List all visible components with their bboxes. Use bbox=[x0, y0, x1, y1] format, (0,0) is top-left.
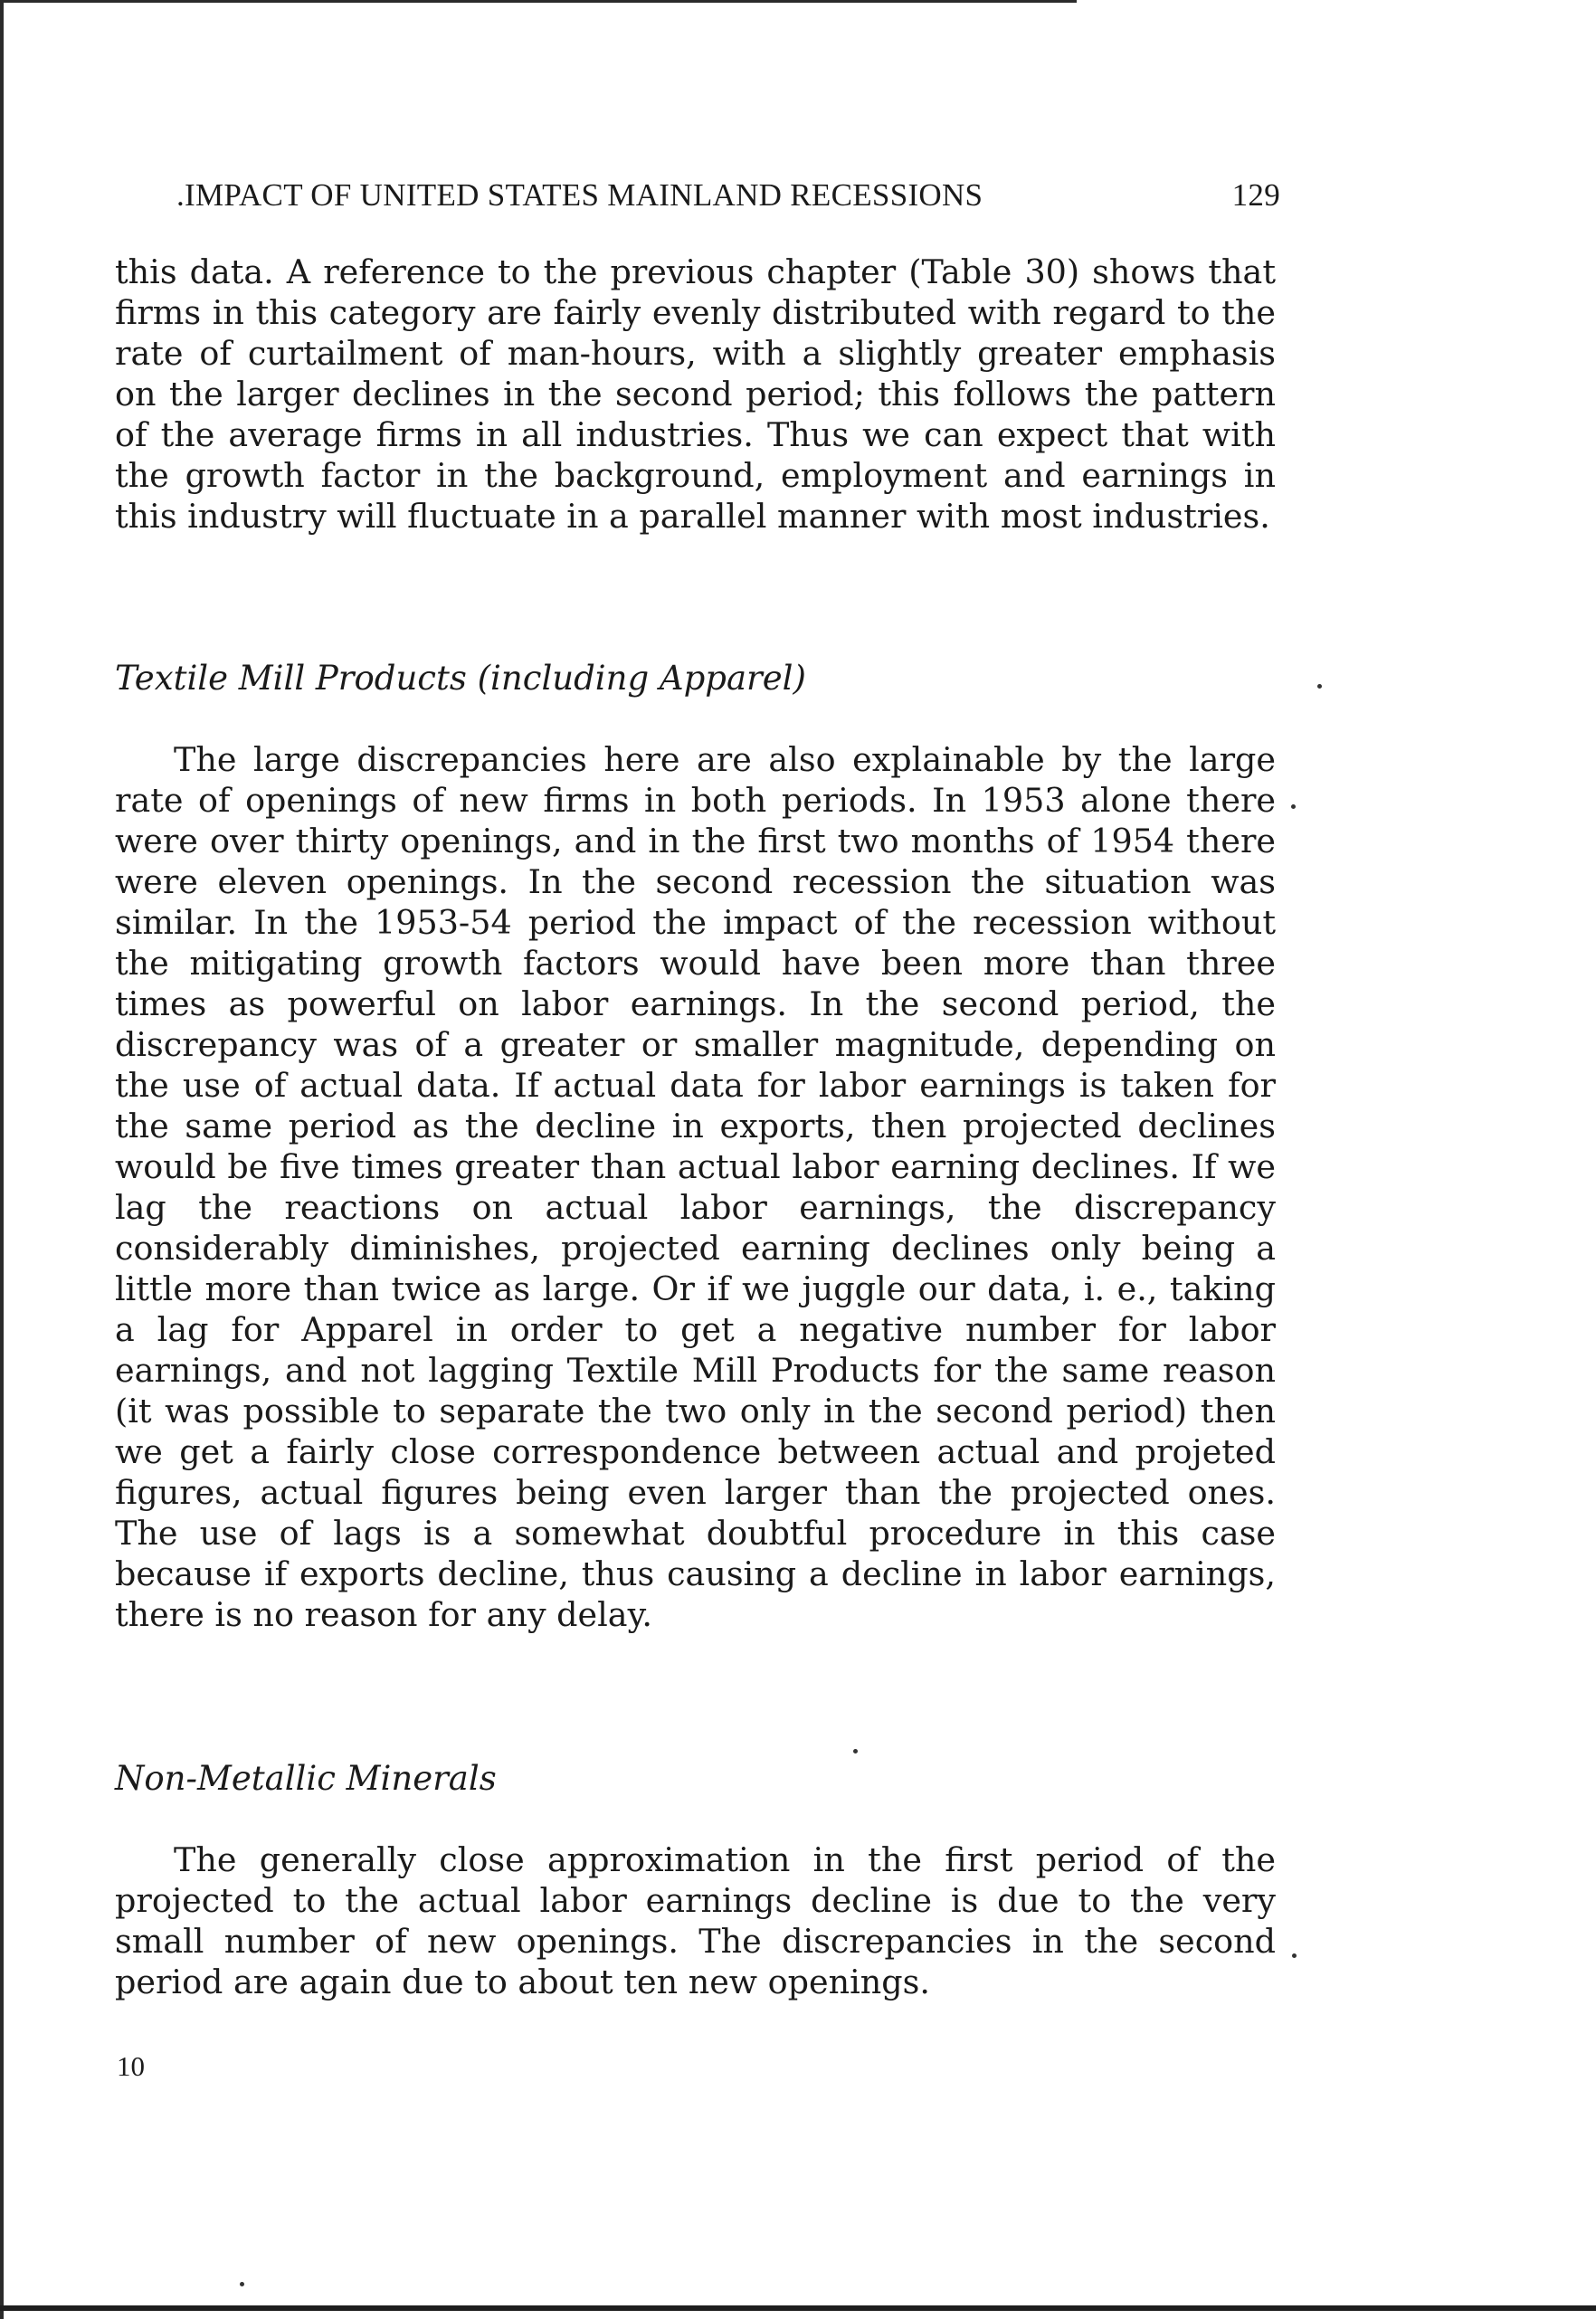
opening-paragraph: this data. A reference to the previous chapter (Table 30) shows that firms in this category are fairly evenly distributed with regard to the rate of curtailment of man-hours, with a slightly greater emphasis on the larger declines in the second period; this follows the pattern of the average firms in all industries. Thus we can expect that with the growth factor in the background, employment and earnings in this industry will fluctuate in a parallel manner with most industries. bbox=[115, 252, 1276, 536]
scan-speck bbox=[1292, 1953, 1297, 1958]
section-heading-textile: Textile Mill Products (including Apparel) bbox=[115, 659, 806, 698]
non-metallic-paragraph-block bbox=[115, 1839, 1276, 2002]
running-head bbox=[176, 177, 1280, 223]
scan-speck bbox=[240, 2282, 244, 2286]
signature-mark: 10 bbox=[117, 2050, 145, 2082]
scan-border-bottom bbox=[0, 2305, 1596, 2311]
textile-paragraph-block bbox=[115, 739, 1276, 1635]
scan-border-left bbox=[0, 0, 4, 2319]
textile-paragraph: The large discrepancies here are also explainable by the large rate of openings of new firms in both periods. In 1953 alone there were over thirty openings, and in the first two months of 1954 there were eleven openings. In the second recession the situation was similar. In the 1953-54 period the impact of the recession without the mitigating growth factors would have been more than three times as powerful on labor earnings. In the second period, the discrepancy was of a greater or smaller magnitude, depending on the use of actual data. If actual data for labor earnings is taken for the same period as the decline in exports, then projected declines would be five times greater than actual labor earning declines. If we lag the reactions on actual labor earnings, the discrepancy considerably diminishes, projected earning declines only being a little more than twice as large. Or if we juggle our data, i. e., taking a lag for Apparel in order to get a negative number for labor earnings, and not lagging Textile Mill Products for the same reason (it was possible to separate the two only in the second period) then we get a fairly close correspondence between actual and projeted figures, actual figures being even larger than the projected ones. The use of lags is a somewhat doubtful procedure in this case because if exports decline, thus causing a decline in labor earnings, there is no reason for any delay. bbox=[115, 740, 1276, 1634]
page-number: 129 bbox=[1231, 177, 1280, 213]
scan-speck bbox=[853, 1749, 858, 1754]
scan-speck bbox=[1317, 684, 1322, 689]
scan-border-top bbox=[0, 0, 1077, 3]
non-metallic-paragraph: The generally close approximation in the first period of the projected to the actual labor earnings decline is due to the very small number of new openings. The discrepancies in the second period are again due to about ten new openings. bbox=[115, 1840, 1276, 2001]
section-heading-non-metallic: Non-Metallic Minerals bbox=[115, 1759, 497, 1798]
scan-speck bbox=[1291, 804, 1296, 809]
opening-paragraph-block bbox=[115, 252, 1276, 537]
running-head-title: .IMPACT OF UNITED STATES MAINLAND RECESSIONS bbox=[176, 177, 983, 213]
